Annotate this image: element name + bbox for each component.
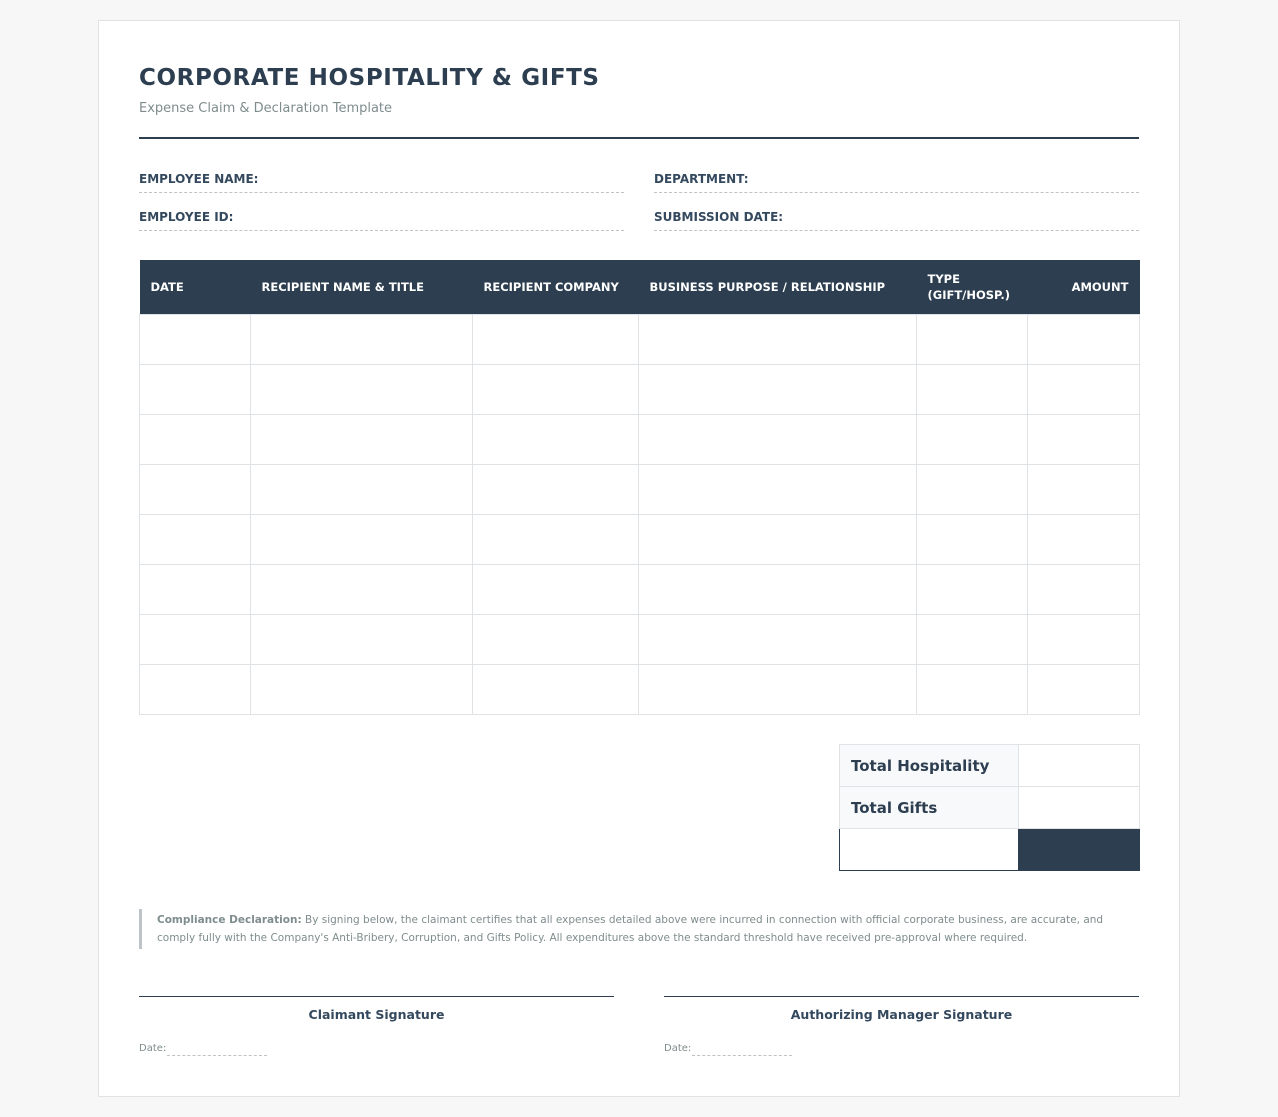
table-cell[interactable]	[140, 614, 251, 664]
col-header-recipient-name: RECIPIENT NAME & TITLE	[251, 260, 473, 314]
table-cell[interactable]	[251, 614, 473, 664]
table-cell[interactable]	[639, 464, 917, 514]
claimant-signature-block[interactable]	[139, 996, 614, 1066]
claims-table	[139, 260, 1140, 715]
compliance-declaration	[139, 909, 1139, 949]
submission-date-label: SUBMISSION DATE:	[654, 210, 784, 224]
table-cell[interactable]	[251, 664, 473, 714]
page-subtitle: Expense Claim & Declaration Template	[139, 101, 393, 116]
grand-total-row	[840, 829, 1140, 871]
employee-id-field[interactable]	[139, 207, 624, 231]
claimant-date-line[interactable]	[167, 1055, 267, 1056]
manager-signature-block[interactable]	[664, 996, 1139, 1066]
employee-name-label: EMPLOYEE NAME:	[139, 172, 259, 186]
table-row	[140, 514, 1140, 564]
header-divider	[139, 137, 1139, 139]
manager-date-label: Date:	[664, 1043, 692, 1054]
table-cell[interactable]	[473, 314, 639, 364]
table-cell[interactable]	[251, 364, 473, 414]
table-cell[interactable]	[251, 514, 473, 564]
table-cell[interactable]	[473, 464, 639, 514]
table-row	[140, 614, 1140, 664]
table-cell[interactable]	[639, 314, 917, 364]
table-row	[140, 414, 1140, 464]
grand-total-value[interactable]	[1019, 829, 1140, 871]
table-row	[140, 564, 1140, 614]
total-gifts-row	[840, 787, 1140, 829]
table-cell[interactable]	[1028, 614, 1140, 664]
table-cell[interactable]	[140, 464, 251, 514]
total-hospitality-label: Total Hospitality	[840, 745, 1019, 787]
total-hospitality-value[interactable]	[1019, 745, 1140, 787]
table-cell[interactable]	[473, 614, 639, 664]
table-cell[interactable]	[251, 414, 473, 464]
col-header-recipient-company: RECIPIENT COMPANY	[473, 260, 639, 314]
table-cell[interactable]	[917, 414, 1028, 464]
table-cell[interactable]	[639, 564, 917, 614]
table-cell[interactable]	[473, 414, 639, 464]
claimant-date-label: Date:	[139, 1043, 167, 1054]
table-row	[140, 314, 1140, 364]
table-cell[interactable]	[917, 664, 1028, 714]
employee-name-field[interactable]	[139, 169, 624, 193]
table-cell[interactable]	[639, 414, 917, 464]
table-row	[140, 464, 1140, 514]
total-gifts-value[interactable]	[1019, 787, 1140, 829]
table-cell[interactable]	[251, 464, 473, 514]
declaration-heading: Compliance Declaration:	[157, 914, 302, 926]
table-cell[interactable]	[917, 464, 1028, 514]
page-title: CORPORATE HOSPITALITY & GIFTS	[139, 65, 600, 91]
department-field[interactable]	[654, 169, 1139, 193]
table-cell[interactable]	[917, 514, 1028, 564]
table-cell[interactable]	[639, 614, 917, 664]
employee-id-label: EMPLOYEE ID:	[139, 210, 234, 224]
grand-total-label	[840, 829, 1019, 871]
department-label: DEPARTMENT:	[654, 172, 749, 186]
table-cell[interactable]	[1028, 514, 1140, 564]
table-cell[interactable]	[251, 564, 473, 614]
col-header-type: TYPE (GIFT/HOSP.)	[917, 260, 1028, 314]
table-cell[interactable]	[251, 314, 473, 364]
table-cell[interactable]	[140, 314, 251, 364]
table-cell[interactable]	[473, 564, 639, 614]
table-cell[interactable]	[1028, 564, 1140, 614]
total-hospitality-row	[840, 745, 1140, 787]
expense-claim-sheet	[98, 20, 1180, 1097]
table-cell[interactable]	[917, 314, 1028, 364]
table-row	[140, 364, 1140, 414]
table-cell[interactable]	[1028, 464, 1140, 514]
table-cell[interactable]	[917, 614, 1028, 664]
table-cell[interactable]	[140, 414, 251, 464]
col-header-business-purpose: BUSINESS PURPOSE / RELATIONSHIP	[639, 260, 917, 314]
table-cell[interactable]	[140, 364, 251, 414]
claims-table-header	[140, 260, 1140, 314]
table-cell[interactable]	[140, 564, 251, 614]
manager-signature-label: Authorizing Manager Signature	[790, 1007, 1013, 1022]
table-cell[interactable]	[1028, 414, 1140, 464]
col-header-date: DATE	[140, 260, 251, 314]
total-gifts-label: Total Gifts	[840, 787, 1019, 829]
col-header-amount: AMOUNT	[1028, 260, 1140, 314]
totals-table	[839, 744, 1140, 871]
table-cell[interactable]	[1028, 664, 1140, 714]
table-cell[interactable]	[140, 514, 251, 564]
claimant-signature-label: Claimant Signature	[308, 1007, 445, 1022]
table-cell[interactable]	[639, 514, 917, 564]
table-cell[interactable]	[917, 364, 1028, 414]
declaration-text: By signing below, the claimant certifies that all expenses detailed above were incurred in connection with official corporate business, are accurate, and comply fully with the Company's Anti-Bribery, Corruption, and Gifts Policy. All expenditures above the standard threshold have received pre-approval where required.	[157, 914, 1104, 944]
table-cell[interactable]	[473, 664, 639, 714]
table-cell[interactable]	[140, 664, 251, 714]
table-cell[interactable]	[639, 364, 917, 414]
manager-date-line[interactable]	[692, 1055, 792, 1056]
table-cell[interactable]	[639, 664, 917, 714]
table-row	[140, 664, 1140, 714]
table-cell[interactable]	[473, 364, 639, 414]
table-cell[interactable]	[1028, 364, 1140, 414]
table-cell[interactable]	[917, 564, 1028, 614]
table-cell[interactable]	[473, 514, 639, 564]
table-cell[interactable]	[1028, 314, 1140, 364]
submission-date-field[interactable]	[654, 207, 1139, 231]
